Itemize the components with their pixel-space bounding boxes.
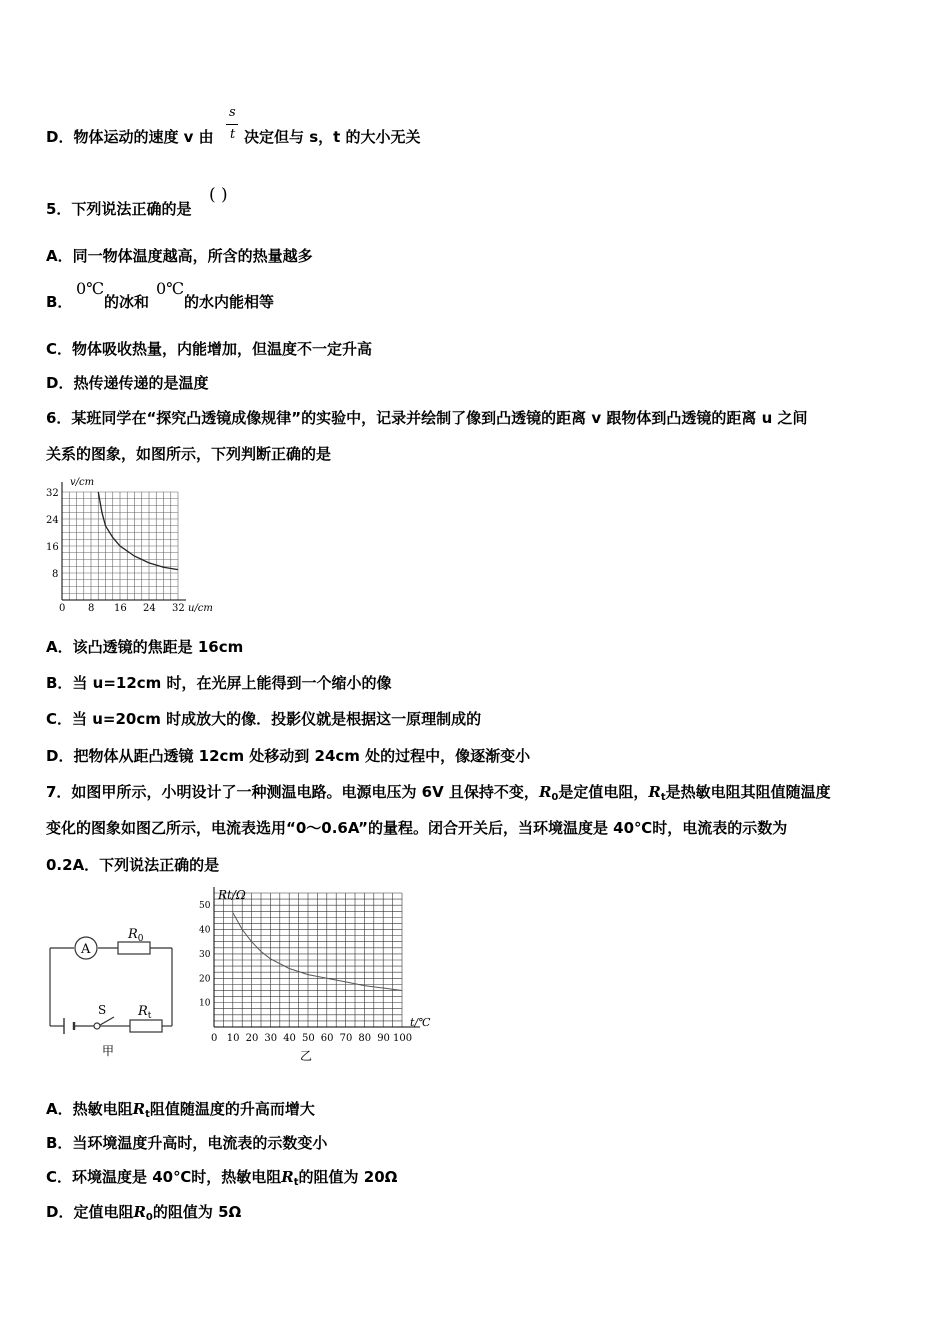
lens-y-axis-label: v/cm — [70, 477, 95, 488]
x-tick-label: 90 — [377, 1033, 390, 1044]
q6-option-c: C．当 u=20cm 时成放大的像．投影仪就是根据这一原理制成的 — [46, 710, 482, 728]
q5-b-temp-2: 0℃ — [156, 279, 185, 298]
q7-stem-line1: 7．如图甲所示，小明设计了一种测温电路。电源电压为 6V 且保持不变，$R_0$是定值电阻，$R_t$是热敏电阻其阻值随温度 — [46, 783, 831, 803]
q7-option-a: A．热敏电阻$R_t$阻值随温度的升高而增大 — [46, 1100, 315, 1120]
x-tick-label: 16 — [114, 603, 127, 614]
resistor-r0-icon — [118, 942, 150, 954]
y-tick-label: 32 — [46, 488, 59, 499]
fraction-bar — [226, 124, 238, 125]
y-tick-label: 16 — [46, 542, 59, 553]
y-tick-label: 30 — [199, 949, 211, 960]
q7-option-b: B．当环境温度升高时，电流表的示数变小 — [46, 1134, 328, 1152]
q5-option-d: D．热传递传递的是温度 — [46, 374, 209, 392]
ammeter-label: A — [81, 942, 91, 957]
r0-label: R — [128, 927, 138, 942]
x-tick-label: 40 — [283, 1033, 296, 1044]
lens-graph — [40, 474, 220, 619]
y-tick-label: 40 — [199, 925, 211, 936]
q7-option-c: C．环境温度是 40℃时，热敏电阻$R_t$的阻值为 20Ω — [46, 1168, 398, 1188]
thermistor-y-axis-label: Rt/Ω — [218, 888, 246, 902]
rt-label: R — [138, 1004, 148, 1019]
q4-option-d-tail: 决定但与 s，t 的大小无关 — [244, 128, 421, 146]
x-tick-label: 24 — [143, 603, 156, 614]
thermistor-caption: 乙 — [300, 1049, 313, 1063]
thermistor-graph — [192, 884, 437, 1066]
q6-stem-line2: 关系的图象，如图所示，下列判断正确的是 — [46, 445, 332, 463]
x-tick-label: 30 — [264, 1033, 278, 1044]
svg-text:R0 — [127, 927, 144, 944]
q7-stem-line2: 变化的图象如图乙所示，电流表选用“0～0.6A”的量程。闭合开关后，当环境温度是 40℃时，电流表的示数为 — [46, 819, 788, 837]
q5-option-c: C．物体吸收热量，内能增加，但温度不一定升高 — [46, 340, 373, 358]
x-tick-label: 50 — [302, 1033, 315, 1044]
q5-option-a: A．同一物体温度越高，所含的热量越多 — [46, 247, 313, 265]
q6-option-a: A．该凸透镜的焦距是 16cm — [46, 638, 244, 656]
resistor-rt-icon — [130, 1020, 162, 1032]
q6-option-b: B．当 u=12cm 时，在光屏上能得到一个缩小的像 — [46, 674, 392, 692]
x-tick-label: 100 — [393, 1033, 413, 1044]
x-tick-label: 80 — [358, 1033, 372, 1044]
x-tick-label: 0 — [211, 1033, 218, 1044]
switch-label: S — [98, 1003, 107, 1017]
x-tick-label: 0 — [59, 603, 66, 614]
svg-text:Rt — [137, 1004, 152, 1021]
y-tick-label: 8 — [52, 569, 59, 580]
y-tick-label: 10 — [199, 998, 211, 1009]
circuit-caption: 甲 — [102, 1044, 115, 1058]
fraction-denominator: t — [230, 127, 236, 142]
q7-stem-line3: 0.2A．下列说法正确的是 — [46, 856, 220, 874]
q5-b-mid: 的冰和 — [104, 293, 150, 311]
q4-option-d: D．物体运动的速度 v 由 — [46, 128, 214, 146]
q5-b-temp-1: 0℃ — [76, 279, 105, 298]
x-tick-label: 70 — [339, 1033, 353, 1044]
q5-b-end: 的水内能相等 — [184, 293, 275, 311]
q7-option-d: D．定值电阻$R_0$的阻值为 5Ω — [46, 1203, 242, 1223]
y-tick-label: 20 — [199, 974, 211, 985]
q5-answer-blank: ( ) — [209, 185, 228, 205]
x-tick-label: 60 — [320, 1033, 334, 1044]
q6-stem-line1: 6．某班同学在“探究凸透镜成像规律”的实验中，记录并绘制了像到凸透镜的距离 v 跟物体到凸透镜的距离 u 之间 — [46, 409, 808, 427]
lens-x-axis-label: u/cm — [188, 603, 213, 614]
lens-curve — [98, 492, 178, 570]
y-tick-label: 50 — [199, 901, 211, 912]
r0-sub: 0 — [137, 934, 144, 944]
y-tick-label: 24 — [46, 515, 59, 526]
x-tick-label: 32 — [172, 603, 185, 614]
switch-icon — [94, 1023, 100, 1029]
x-tick-label: 20 — [245, 1033, 259, 1044]
thermistor-x-axis-label: t/℃ — [410, 1016, 431, 1029]
x-tick-label: 8 — [88, 603, 95, 614]
q5-stem: 5．下列说法正确的是 — [46, 200, 192, 218]
fraction-numerator: s — [229, 105, 236, 120]
q6-option-d: D．把物体从距凸透镜 12cm 处移动到 24cm 处的过程中，像逐渐变小 — [46, 747, 531, 765]
rt-sub: t — [147, 1011, 152, 1021]
x-tick-label: 10 — [226, 1033, 240, 1044]
q5-option-b-label: B． — [46, 293, 73, 311]
circuit-diagram — [44, 908, 179, 1063]
